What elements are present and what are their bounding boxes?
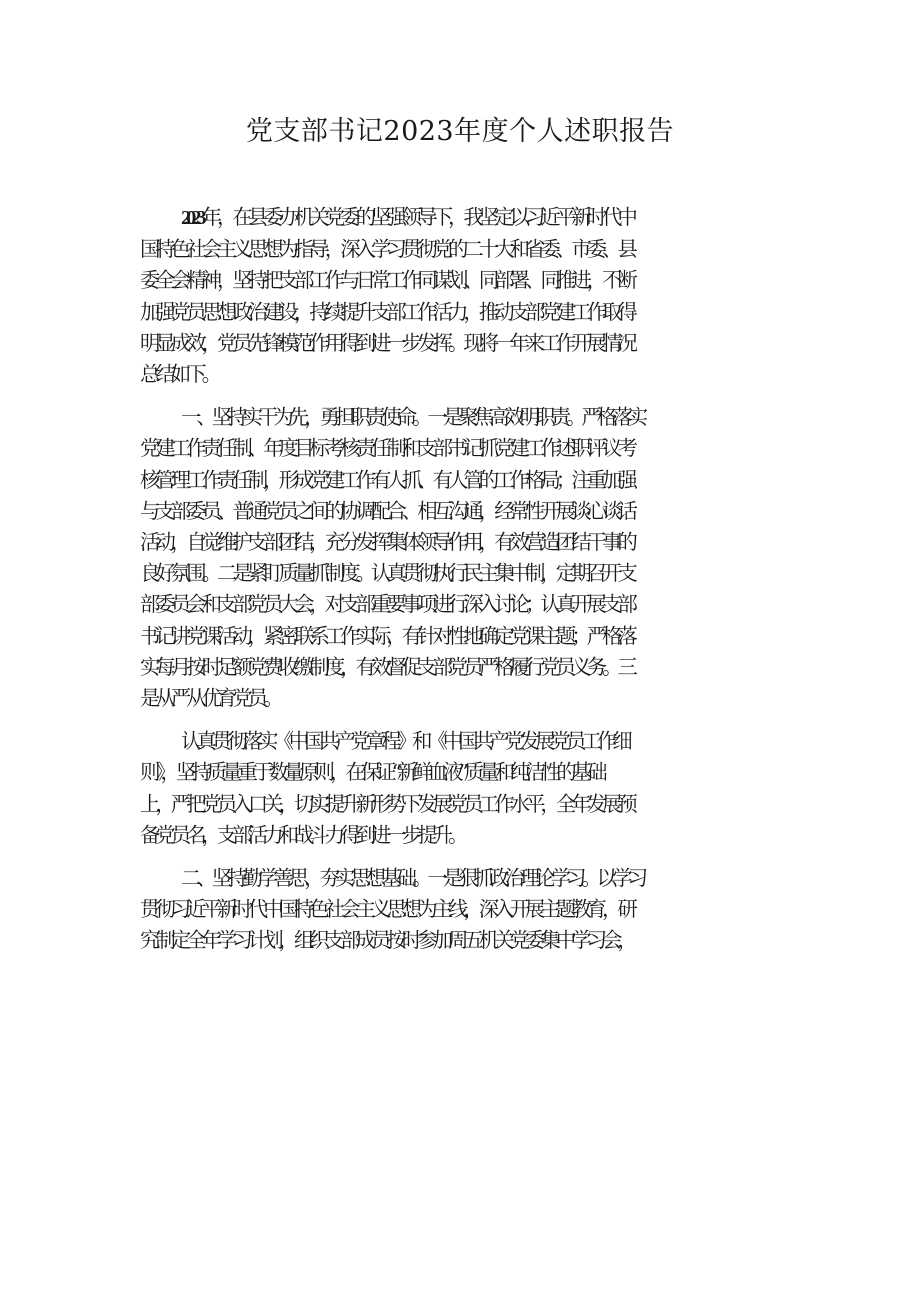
text-line: 活动，自觉维护支部团结，充分发挥集体领导作用，有效营造团结干事的: [140, 530, 633, 555]
text-line: 实每月按时足额党费收缴制度，有效督促支部党员严格履行党员义务。三: [140, 654, 633, 679]
text-line: 总结如下。: [140, 362, 217, 387]
text-line: 加强党员思想政治建设，持续提升支部工作活力，推动支部党建工作取得: [140, 299, 633, 324]
text-line: 部委员会和支部党员大会，对支部重要事项进行深入讨论；认真开展支部: [140, 592, 633, 617]
text-line: 国特色社会主义思想为指导，深入学习贯彻党的二十大和省委、市委、县: [140, 237, 633, 262]
document-title: 党支部书记2023年度个人述职报告: [245, 116, 675, 147]
text-line: 究制定全年学习计划，组织支部成员按时参加周五机关党委集中学习会，: [140, 928, 633, 953]
text-line: 是从严从优育党员。: [140, 686, 279, 711]
text-line: 良好氛围。二是紧盯质量抓制度。认真贯彻执行民主集中制，定期召开支: [140, 561, 633, 586]
text-line: 贯彻习近平新时代中国特色社会主义思想为主线，深入开展主题教育，研: [140, 897, 633, 922]
text-line: 党建工作责任制、年度目标考核责任制和支部书记抓党建工作述职评议考: [140, 436, 633, 461]
text-line: 备党员名，支部活力和战斗力得到进一步提升。: [140, 822, 464, 847]
line-text: 年，在县委办机关党委的坚强领导下，我坚定以习近平新时代中: [201, 205, 633, 229]
document-body: [140, 202, 786, 957]
text-line: 一、坚持实干为先，勇担职责使命。一是聚焦高效明职责。严格落实: [181, 405, 643, 430]
text-line: 委全会精神，坚持把支部工作与日常工作同谋划、同部署、同推进，不断: [140, 268, 633, 293]
lead-year: 2023: [181, 207, 202, 229]
text-line: 与支部委员、普通党员之间的协调配合、相互沟通，经常性开展谈心谈话: [140, 498, 633, 523]
text-line: 明显成效，党员先锋模范作用得到进一步发挥。现将一年来工作开展情况: [140, 330, 633, 355]
paragraph-section-two: [140, 863, 786, 957]
text-line: 认真贯彻落实《中国共产党章程》和《中国共产党发展党员工作细: [181, 729, 628, 754]
paragraph-intro: [140, 202, 786, 390]
text-line: 上，严把党员入口关，切实提升新形势下发展党员工作水平，全年发展预: [140, 791, 633, 816]
paragraph-section-one: [140, 402, 786, 714]
text-line: 则》，坚持质量重于数量原则，在保证“新鲜血液”质量和纯洁性的基础: [140, 760, 603, 785]
text-line: 书记讲党课活动，紧密联系工作实际，有针对性地确定党课主题；严格落: [140, 623, 633, 648]
paragraph-membership: [140, 726, 786, 851]
text-line: 二、坚持勤学善思，夯实思想基础。一是狠抓政治理论学习。以学习: [181, 866, 643, 891]
text-line: [140, 202, 786, 234]
text-line: 核管理工作责任制，形成党建工作有人抓、有人管的工作格局；注重加强: [140, 467, 633, 492]
